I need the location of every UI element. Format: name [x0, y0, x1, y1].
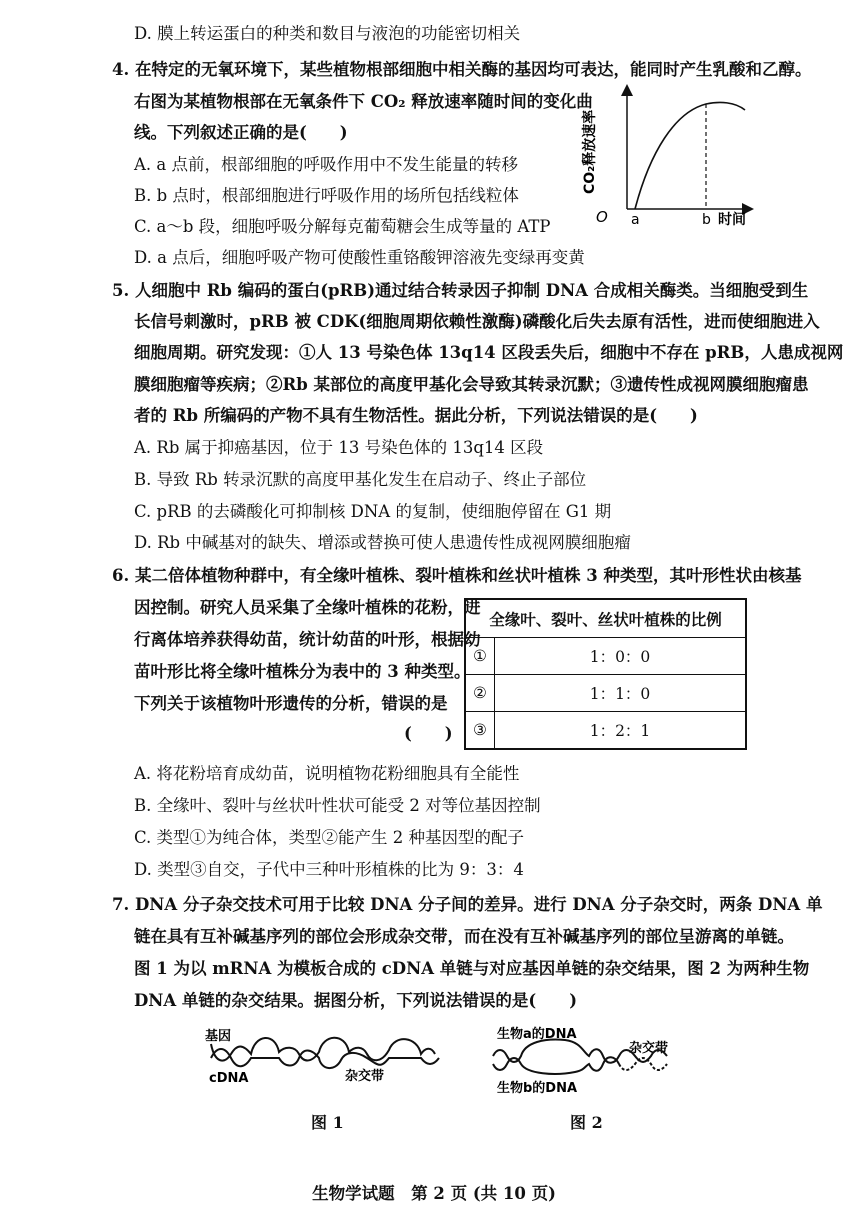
q6-answer-paren: ( ): [404, 724, 453, 743]
q5-stem-line3: 细胞周期。研究发现：①人 13 号染色体 13q14 区段丢失后，细胞中不存在 pRB，人患成视网: [134, 343, 844, 362]
y-axis-label: CO₂释放速率: [582, 109, 598, 194]
q5-stem-line1: 5. 人细胞中 Rb 编码的蛋白(pRB)通过结合转录因子抑制 DNA 合成相关酶类。当细胞受到生: [112, 281, 809, 300]
fig2-b-strand-dashed: [619, 1058, 667, 1070]
table-row: [465, 675, 746, 712]
q5-option-c: C. pRB 的去磷酸化可抑制核 DNA 的复制，使细胞停留在 G1 期: [134, 502, 612, 521]
fig1-cdna-label: cDNA: [209, 1071, 249, 1086]
tick-b: b: [702, 212, 711, 228]
row-ratio: 1：2：1: [495, 712, 747, 750]
q6-option-a: A. 将花粉培育成幼苗，说明植物花粉细胞具有全能性: [134, 764, 520, 783]
q6-stem-line2: 因控制。研究人员采集了全缘叶植株的花粉，进: [134, 598, 481, 617]
q7-stem-line3: 图 1 为以 mRNA 为模板合成的 cDNA 单链与对应基因单链的杂交结果，图 2 为两种生物: [134, 959, 810, 978]
fig2-b-strand: [493, 1057, 619, 1074]
q6-stem-line5: 下列关于该植物叶形遗传的分析，错误的是: [134, 694, 448, 713]
q5-option-d: D. Rb 中碱基对的缺失、增添或替换可使人患遗传性成视网膜细胞瘤: [134, 533, 631, 552]
q4-option-b: B. b 点时，根部细胞进行呼吸作用的场所包括线粒体: [134, 186, 519, 205]
q5-stem-line2: 长信号刺激时，pRB 被 CDK(细胞周期依赖性激酶)磷酸化后失去原有活性，进而使细胞进入: [134, 312, 820, 331]
tick-a: a: [631, 212, 640, 228]
co2-curve: [635, 102, 745, 209]
row-number: ②: [465, 675, 495, 712]
q6-option-b: B. 全缘叶、裂叶与丝状叶性状可能受 2 对等位基因控制: [134, 796, 541, 815]
q4-stem-line2: 右图为某植物根部在无氧条件下 CO₂ 释放速率随时间的变化曲: [134, 92, 593, 111]
row-ratio: 1：0：0: [495, 638, 747, 675]
table-row: [465, 712, 746, 750]
table-header: 全缘叶、裂叶、丝状叶植株的比例: [465, 599, 746, 638]
q7-stem-line1: 7. DNA 分子杂交技术可用于比较 DNA 分子间的差异。进行 DNA 分子杂交时，两条 DNA 单: [112, 895, 823, 914]
x-axis-label: 时间: [718, 212, 746, 228]
table-header-row: [465, 599, 746, 638]
q7-stem-line4: DNA 单链的杂交结果。据图分析，下列说法错误的是( ): [134, 991, 578, 1010]
row-number: ①: [465, 638, 495, 675]
q4-option-c: C. a～b 段，细胞呼吸分解每克葡萄糖会生成等量的 ATP: [134, 217, 551, 236]
q6-option-d: D. 类型③自交，子代中三种叶形植株的比为 9：3：4: [134, 860, 524, 879]
q6-stem-line4: 苗叶形比将全缘叶植株分为表中的 3 种类型。: [134, 662, 471, 681]
q5-stem-line4: 膜细胞瘤等疾病；②Rb 某部位的高度甲基化会导致其转录沉默；③遗传性成视网膜细胞瘤患: [134, 375, 809, 394]
q7-figure-2: [485, 1020, 685, 1100]
page-footer: 生物学试题 第 2 页 (共 10 页): [312, 1184, 556, 1203]
fig2-b-label: 生物b的DNA: [497, 1081, 578, 1096]
q5-option-b: B. 导致 Rb 转录沉默的高度甲基化发生在启动子、终止子部位: [134, 470, 587, 489]
row-number: ③: [465, 712, 495, 750]
row-ratio: 1：1：0: [495, 675, 747, 712]
q4-stem-line3: 线。下列叙述正确的是( ): [134, 123, 348, 142]
q4-option-a: A. a 点前，根部细胞的呼吸作用中不发生能量的转移: [134, 155, 518, 174]
q4-co2-chart: [570, 82, 760, 232]
q6-ratio-table: [464, 598, 747, 750]
q4-option-d: D. a 点后，细胞呼吸产物可使酸性重铬酸钾溶液先变绿再变黄: [134, 248, 585, 267]
q7-figure-1: [195, 1024, 455, 1094]
fig2-band-label: 杂交带: [629, 1041, 669, 1056]
q5-option-a: A. Rb 属于抑癌基因，位于 13 号染色体的 13q14 区段: [134, 438, 544, 457]
fig1-cdna-strand: [211, 1049, 439, 1068]
fig1-caption: 图 1: [311, 1113, 344, 1132]
fig1-band-label: 杂交带: [345, 1069, 385, 1084]
table-row: [465, 638, 746, 675]
q6-option-c: C. 类型①为纯合体，类型②能产生 2 种基因型的配子: [134, 828, 525, 847]
fig2-a-label: 生物a的DNA: [497, 1027, 577, 1042]
fig1-gene-label: 基因: [205, 1029, 232, 1044]
q3-option-d: D. 膜上转运蛋白的种类和数目与液泡的功能密切相关: [134, 24, 521, 43]
q6-stem-line3: 行离体培养获得幼苗，统计幼苗的叶形，根据幼: [134, 630, 481, 649]
q7-stem-line2: 链在具有互补碱基序列的部位会形成杂交带，而在没有互补碱基序列的部位呈游离的单链。: [134, 927, 794, 946]
fig2-caption: 图 2: [570, 1113, 603, 1132]
q4-stem-line1: 4. 在特定的无氧环境下，某些植物根部细胞中相关酶的基因均可表达，能同时产生乳酸和乙醇。: [112, 60, 812, 79]
origin-label: O: [596, 208, 608, 226]
q5-stem-line5: 者的 Rb 所编码的产物不具有生物活性。据此分析，下列说法错误的是( ): [134, 406, 698, 425]
q6-stem-line1: 6. 某二倍体植物种群中，有全缘叶植株、裂叶植株和丝状叶植株 3 种类型，其叶形性状由核基: [112, 566, 802, 585]
